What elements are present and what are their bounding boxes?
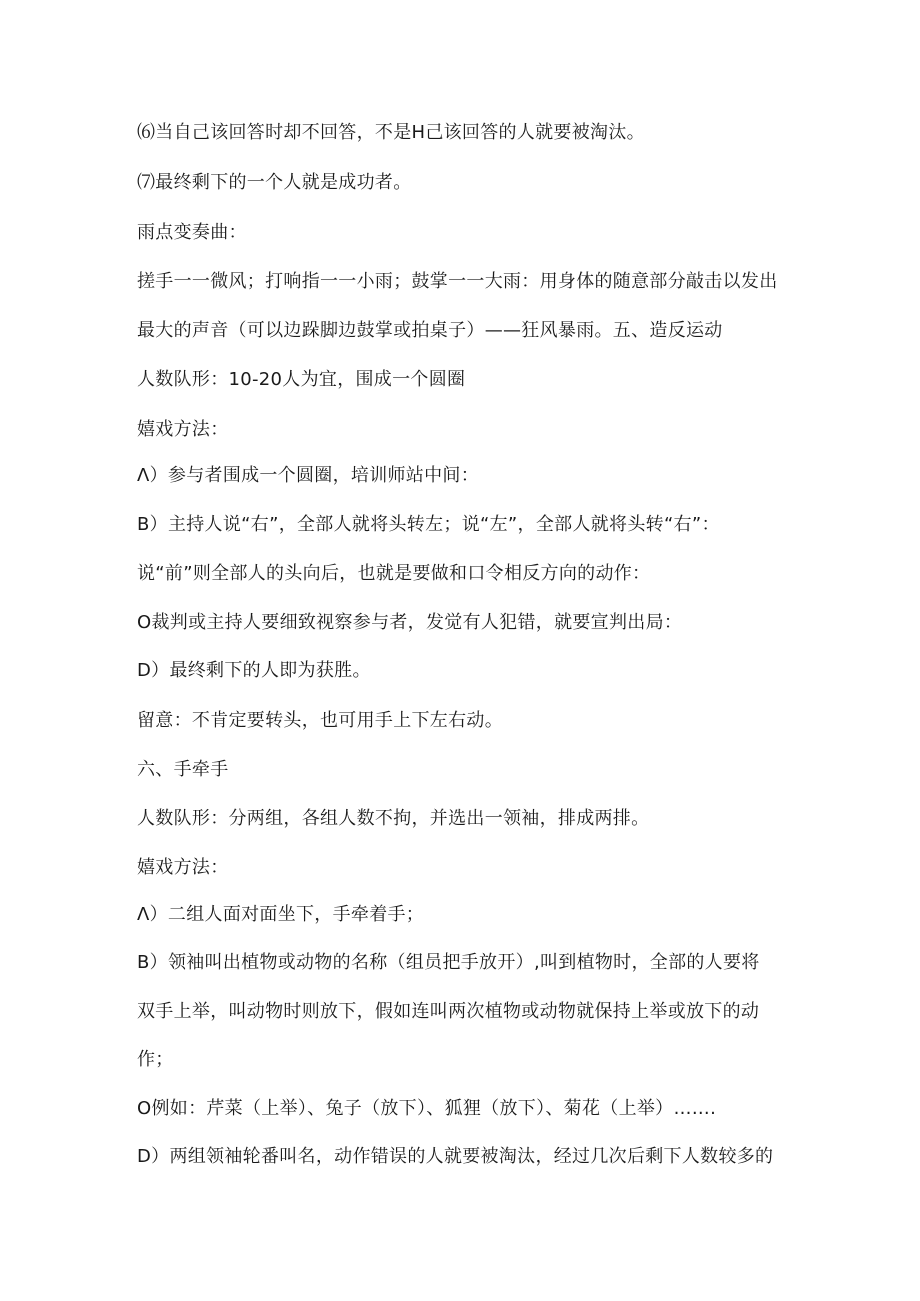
text-line: 说“前”则全部人的头向后，也就是要做和口令相反方向的动作： xyxy=(137,563,651,584)
text-line: Λ）二组人面对面坐下，手牵着手； xyxy=(137,904,425,925)
text-line: Λ）参与者围成一个圆圈，培训师站中间： xyxy=(137,465,480,486)
text-line: 嬉戏方法： xyxy=(137,857,229,878)
text-line: 最大的声音（可以边跺脚边鼓掌或拍桌子）——狂风暴雨。五、造反运动 xyxy=(137,320,723,341)
text-line: 嬉戏方法： xyxy=(137,419,229,440)
text-line: 双手上举，叫动物时则放下，假如连叫两次植物或动物就保持上举或放下的动 xyxy=(137,1001,760,1022)
text-line: 六、手牵手 xyxy=(137,759,229,780)
text-line: ⑺最终剩下的一个人就是成功者。 xyxy=(137,172,412,193)
text-line: O例如：芹菜（上举）、兔子（放下）、狐狸（放下）、菊花（上举）……. xyxy=(137,1098,717,1119)
text-line: D）最终剩下的人即为获胜。 xyxy=(137,660,371,681)
text-line: 人数队形：10-20人为宜，围成一个圆圈 xyxy=(137,369,466,390)
text-line: 留意：不肯定要转头，也可用手上下左右动。 xyxy=(137,710,503,731)
text-line: 搓手一一微风；打响指一一小雨；鼓掌一一大雨：用身体的随意部分敲击以发出 xyxy=(137,271,778,292)
text-line: 雨点变奏曲： xyxy=(137,222,247,243)
text-line: B）领袖叫出植物或动物的名称（组员把手放开）,叫到植物时，全部的人要将 xyxy=(137,952,760,973)
text-line: 人数队形：分两组，各组人数不拘，并选出一领袖，排成两排。 xyxy=(137,808,650,829)
text-line: B）主持人说“右”，全部人就将头转左；说“左”，全部人就将头转“右”： xyxy=(137,514,720,535)
text-line: D）两组领袖轮番叫名，动作错误的人就要被淘汰，经过几次后剩下人数较多的 xyxy=(137,1146,774,1167)
text-line: 作； xyxy=(137,1049,174,1070)
text-line: O裁判或主持人要细致视察参与者，发觉有人犯错，就要宣判出局： xyxy=(137,612,683,633)
text-line: ⑹当自己该回答时却不回答，不是H己该回答的人就要被淘汰。 xyxy=(137,122,645,143)
